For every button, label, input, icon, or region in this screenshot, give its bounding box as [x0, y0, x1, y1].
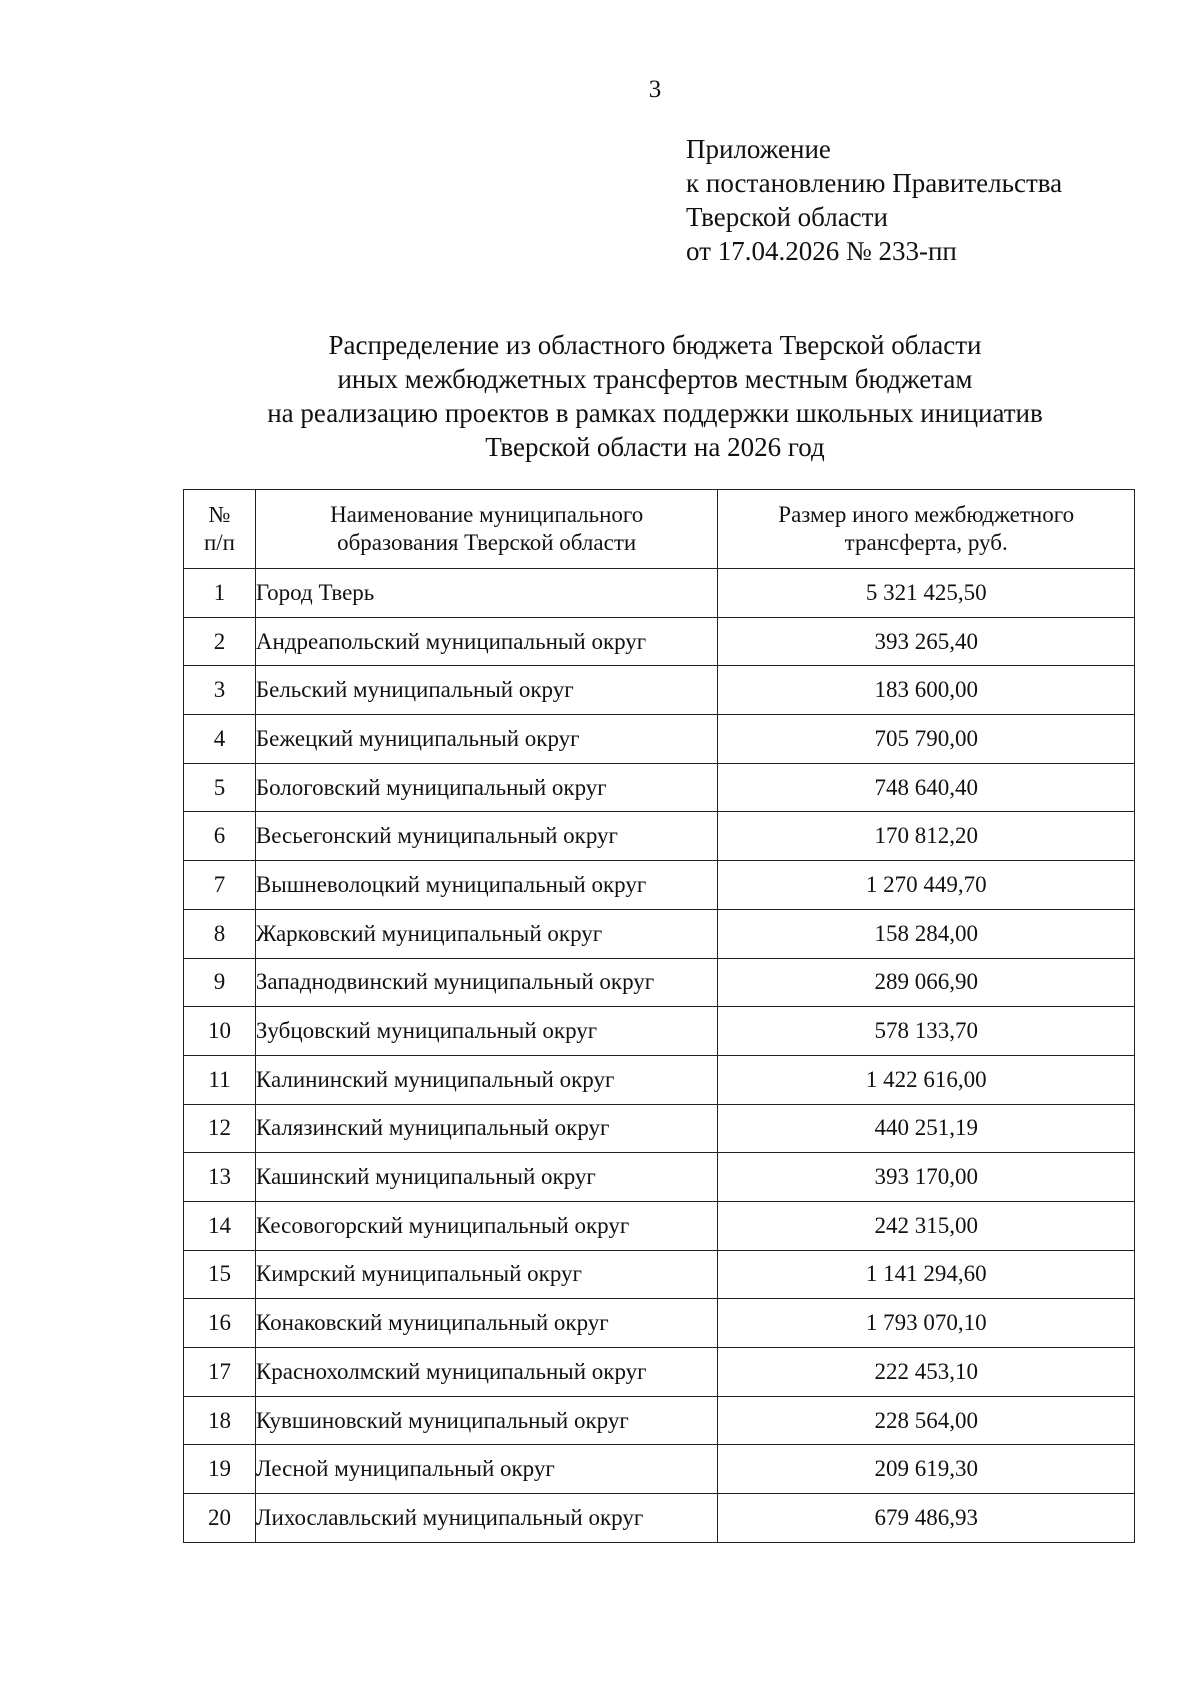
row-number: 14 — [184, 1201, 256, 1250]
row-municipality: Бельский муниципальный округ — [255, 666, 718, 715]
row-municipality: Кесовогорский муниципальный округ — [255, 1201, 718, 1250]
row-amount: 158 284,00 — [718, 909, 1135, 958]
row-amount: 440 251,19 — [718, 1104, 1135, 1153]
row-municipality: Кувшиновский муниципальный округ — [255, 1396, 718, 1445]
table-row — [184, 715, 1135, 764]
header-text: Размер иного межбюджетного — [778, 502, 1075, 527]
row-municipality: Лихославльский муниципальный округ — [255, 1494, 718, 1543]
table-row — [184, 1201, 1135, 1250]
row-number: 6 — [184, 812, 256, 861]
header-number — [184, 490, 256, 569]
row-number: 9 — [184, 958, 256, 1007]
table-body — [184, 569, 1135, 1543]
table-row — [184, 812, 1135, 861]
header-text: п/п — [203, 530, 235, 555]
table-row — [184, 763, 1135, 812]
appendix-line: Приложение — [686, 134, 831, 164]
table-row — [184, 958, 1135, 1007]
title-line: Тверской области на 2026 год — [485, 432, 825, 462]
row-amount: 393 170,00 — [718, 1153, 1135, 1202]
title-line: иных межбюджетных трансфертов местным бюджетам — [337, 364, 973, 394]
title-line: Распределение из областного бюджета Тверской области — [328, 330, 982, 360]
row-number: 7 — [184, 861, 256, 910]
row-amount: 242 315,00 — [718, 1201, 1135, 1250]
transfers-table — [183, 489, 1135, 1543]
row-municipality: Зубцовский муниципальный округ — [255, 1007, 718, 1056]
row-municipality: Бологовский муниципальный округ — [255, 763, 718, 812]
table-row — [184, 1396, 1135, 1445]
row-number: 4 — [184, 715, 256, 764]
appendix-line: к постановлению Правительства — [686, 168, 1063, 198]
row-amount: 393 265,40 — [718, 617, 1135, 666]
row-amount: 705 790,00 — [718, 715, 1135, 764]
title-line: на реализацию проектов в рамках поддержки школьных инициатив — [267, 398, 1043, 428]
row-amount: 5 321 425,50 — [718, 569, 1135, 618]
row-amount: 1 422 616,00 — [718, 1055, 1135, 1104]
table-row — [184, 1445, 1135, 1494]
appendix-line: от 17.04.2026 № 233-пп — [686, 236, 957, 266]
row-municipality: Краснохолмский муниципальный округ — [255, 1348, 718, 1397]
header-text: № — [208, 502, 231, 527]
header-municipality — [255, 490, 718, 569]
row-number: 8 — [184, 909, 256, 958]
row-amount: 228 564,00 — [718, 1396, 1135, 1445]
row-number: 19 — [184, 1445, 256, 1494]
row-municipality: Андреапольский муниципальный округ — [255, 617, 718, 666]
row-number: 3 — [184, 666, 256, 715]
row-amount: 1 793 070,10 — [718, 1299, 1135, 1348]
table-row — [184, 861, 1135, 910]
row-amount: 183 600,00 — [718, 666, 1135, 715]
table-row — [184, 909, 1135, 958]
table-row — [184, 666, 1135, 715]
row-municipality: Вышневолоцкий муниципальный округ — [255, 861, 718, 910]
table-row — [184, 569, 1135, 618]
table-row — [184, 1494, 1135, 1543]
row-municipality: Жарковский муниципальный округ — [255, 909, 718, 958]
table-row — [184, 1299, 1135, 1348]
row-amount: 578 133,70 — [718, 1007, 1135, 1056]
row-number: 15 — [184, 1250, 256, 1299]
row-municipality: Конаковский муниципальный округ — [255, 1299, 718, 1348]
page-number: 3 — [648, 76, 662, 103]
header-text: образования Тверской области — [337, 530, 637, 555]
row-amount: 222 453,10 — [718, 1348, 1135, 1397]
row-number: 1 — [184, 569, 256, 618]
row-number: 18 — [184, 1396, 256, 1445]
row-number: 13 — [184, 1153, 256, 1202]
row-municipality: Лесной муниципальный округ — [255, 1445, 718, 1494]
row-amount: 1 270 449,70 — [718, 861, 1135, 910]
row-municipality: Калининский муниципальный округ — [255, 1055, 718, 1104]
table-header-row — [184, 490, 1135, 569]
row-municipality: Кашинский муниципальный округ — [255, 1153, 718, 1202]
document-title — [0, 328, 1200, 464]
row-number: 16 — [184, 1299, 256, 1348]
appendix-block — [686, 132, 1062, 268]
row-amount: 170 812,20 — [718, 812, 1135, 861]
row-number: 11 — [184, 1055, 256, 1104]
appendix-line: Тверской области — [686, 202, 888, 232]
table-row — [184, 1007, 1135, 1056]
row-amount: 1 141 294,60 — [718, 1250, 1135, 1299]
table-row — [184, 1348, 1135, 1397]
row-number: 2 — [184, 617, 256, 666]
row-amount: 748 640,40 — [718, 763, 1135, 812]
row-municipality: Кимрский муниципальный округ — [255, 1250, 718, 1299]
table-row — [184, 1055, 1135, 1104]
row-municipality: Бежецкий муниципальный округ — [255, 715, 718, 764]
header-text: Наименование муниципального — [330, 502, 644, 527]
table-row — [184, 1153, 1135, 1202]
row-amount: 209 619,30 — [718, 1445, 1135, 1494]
row-number: 12 — [184, 1104, 256, 1153]
row-municipality: Калязинский муниципальный округ — [255, 1104, 718, 1153]
header-text: трансферта, руб. — [844, 530, 1008, 555]
row-municipality: Город Тверь — [255, 569, 718, 618]
row-number: 10 — [184, 1007, 256, 1056]
row-amount: 289 066,90 — [718, 958, 1135, 1007]
row-number: 20 — [184, 1494, 256, 1543]
row-amount: 679 486,93 — [718, 1494, 1135, 1543]
table-row — [184, 617, 1135, 666]
row-municipality: Западнодвинский муниципальный округ — [255, 958, 718, 1007]
row-number: 17 — [184, 1348, 256, 1397]
row-municipality: Весьегонский муниципальный округ — [255, 812, 718, 861]
table-row — [184, 1250, 1135, 1299]
row-number: 5 — [184, 763, 256, 812]
header-amount — [718, 490, 1135, 569]
table-row — [184, 1104, 1135, 1153]
